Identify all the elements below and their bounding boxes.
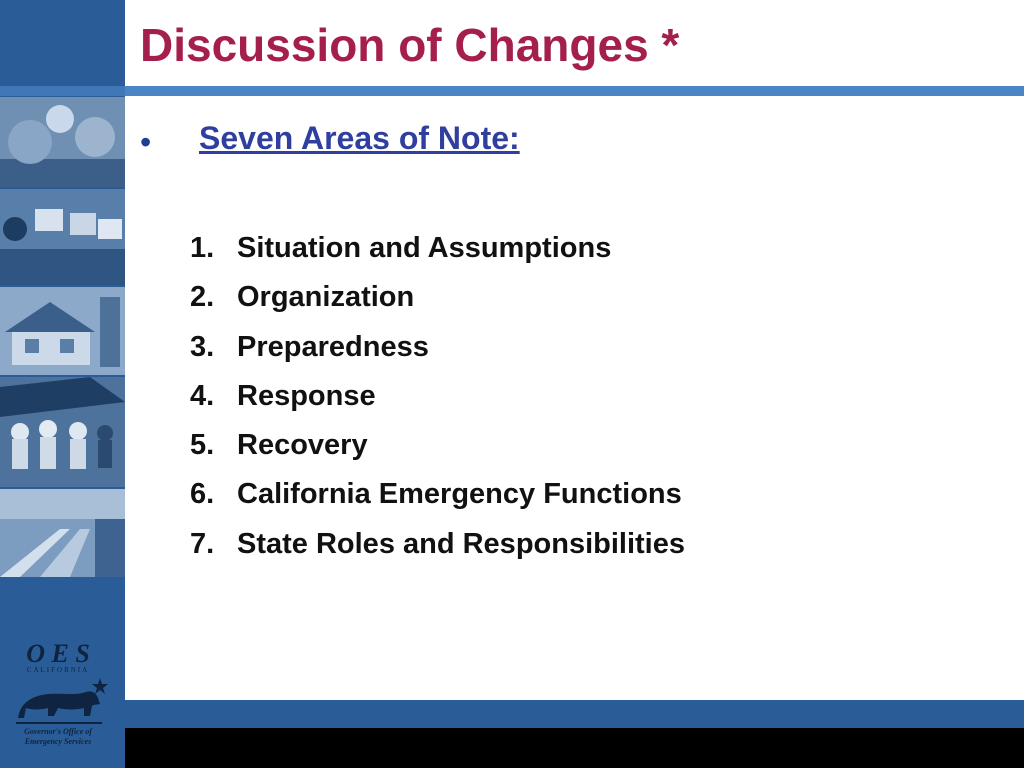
bullet-marker: • [140,124,152,160]
header-rule-left [0,86,125,96]
list-item [190,331,685,380]
left-sidebar [0,0,125,768]
item-number: 3. [190,330,215,363]
logo-line1: Governor's Office of [24,727,92,736]
logo-letters: O E S [26,639,90,668]
photo-collage [0,97,125,577]
list-item [190,380,685,429]
fire-smoke-photo [0,97,125,187]
damaged-house-photo [0,287,125,375]
item-text: Response [237,379,376,412]
list-item [190,528,685,577]
list-item [190,232,685,281]
bear-icon [18,691,100,718]
item-text: State Roles and Responsibilities [237,527,685,560]
list-item [190,478,685,527]
item-number: 4. [190,379,215,412]
list-item [190,281,685,330]
subheading: Seven Areas of Note: [199,120,520,156]
item-text: Recovery [237,429,368,462]
footer-band [125,700,1024,728]
item-number: 1. [190,232,215,264]
item-number: 7. [190,527,215,560]
item-text: Organization [237,281,415,314]
logo-line2: Emergency Services [24,737,92,746]
hazmat-team-photo [0,377,125,487]
rail-station-photo [0,489,125,577]
list-item [190,429,685,478]
header-rule [125,86,1024,96]
logo-state: CALIFORNIA [26,666,90,674]
star-icon [92,678,108,694]
item-number: 5. [190,429,215,462]
areas-list [190,232,685,577]
control-room-photo [0,189,125,285]
item-text: Preparedness [237,330,429,363]
footer-bar [125,728,1024,768]
item-number: 6. [190,478,215,511]
slide-title: Discussion of Changes * [140,19,680,71]
item-text: Situation and Assumptions [237,232,612,264]
oes-logo [8,638,108,750]
item-text: California Emergency Functions [237,478,682,511]
item-number: 2. [190,281,215,314]
